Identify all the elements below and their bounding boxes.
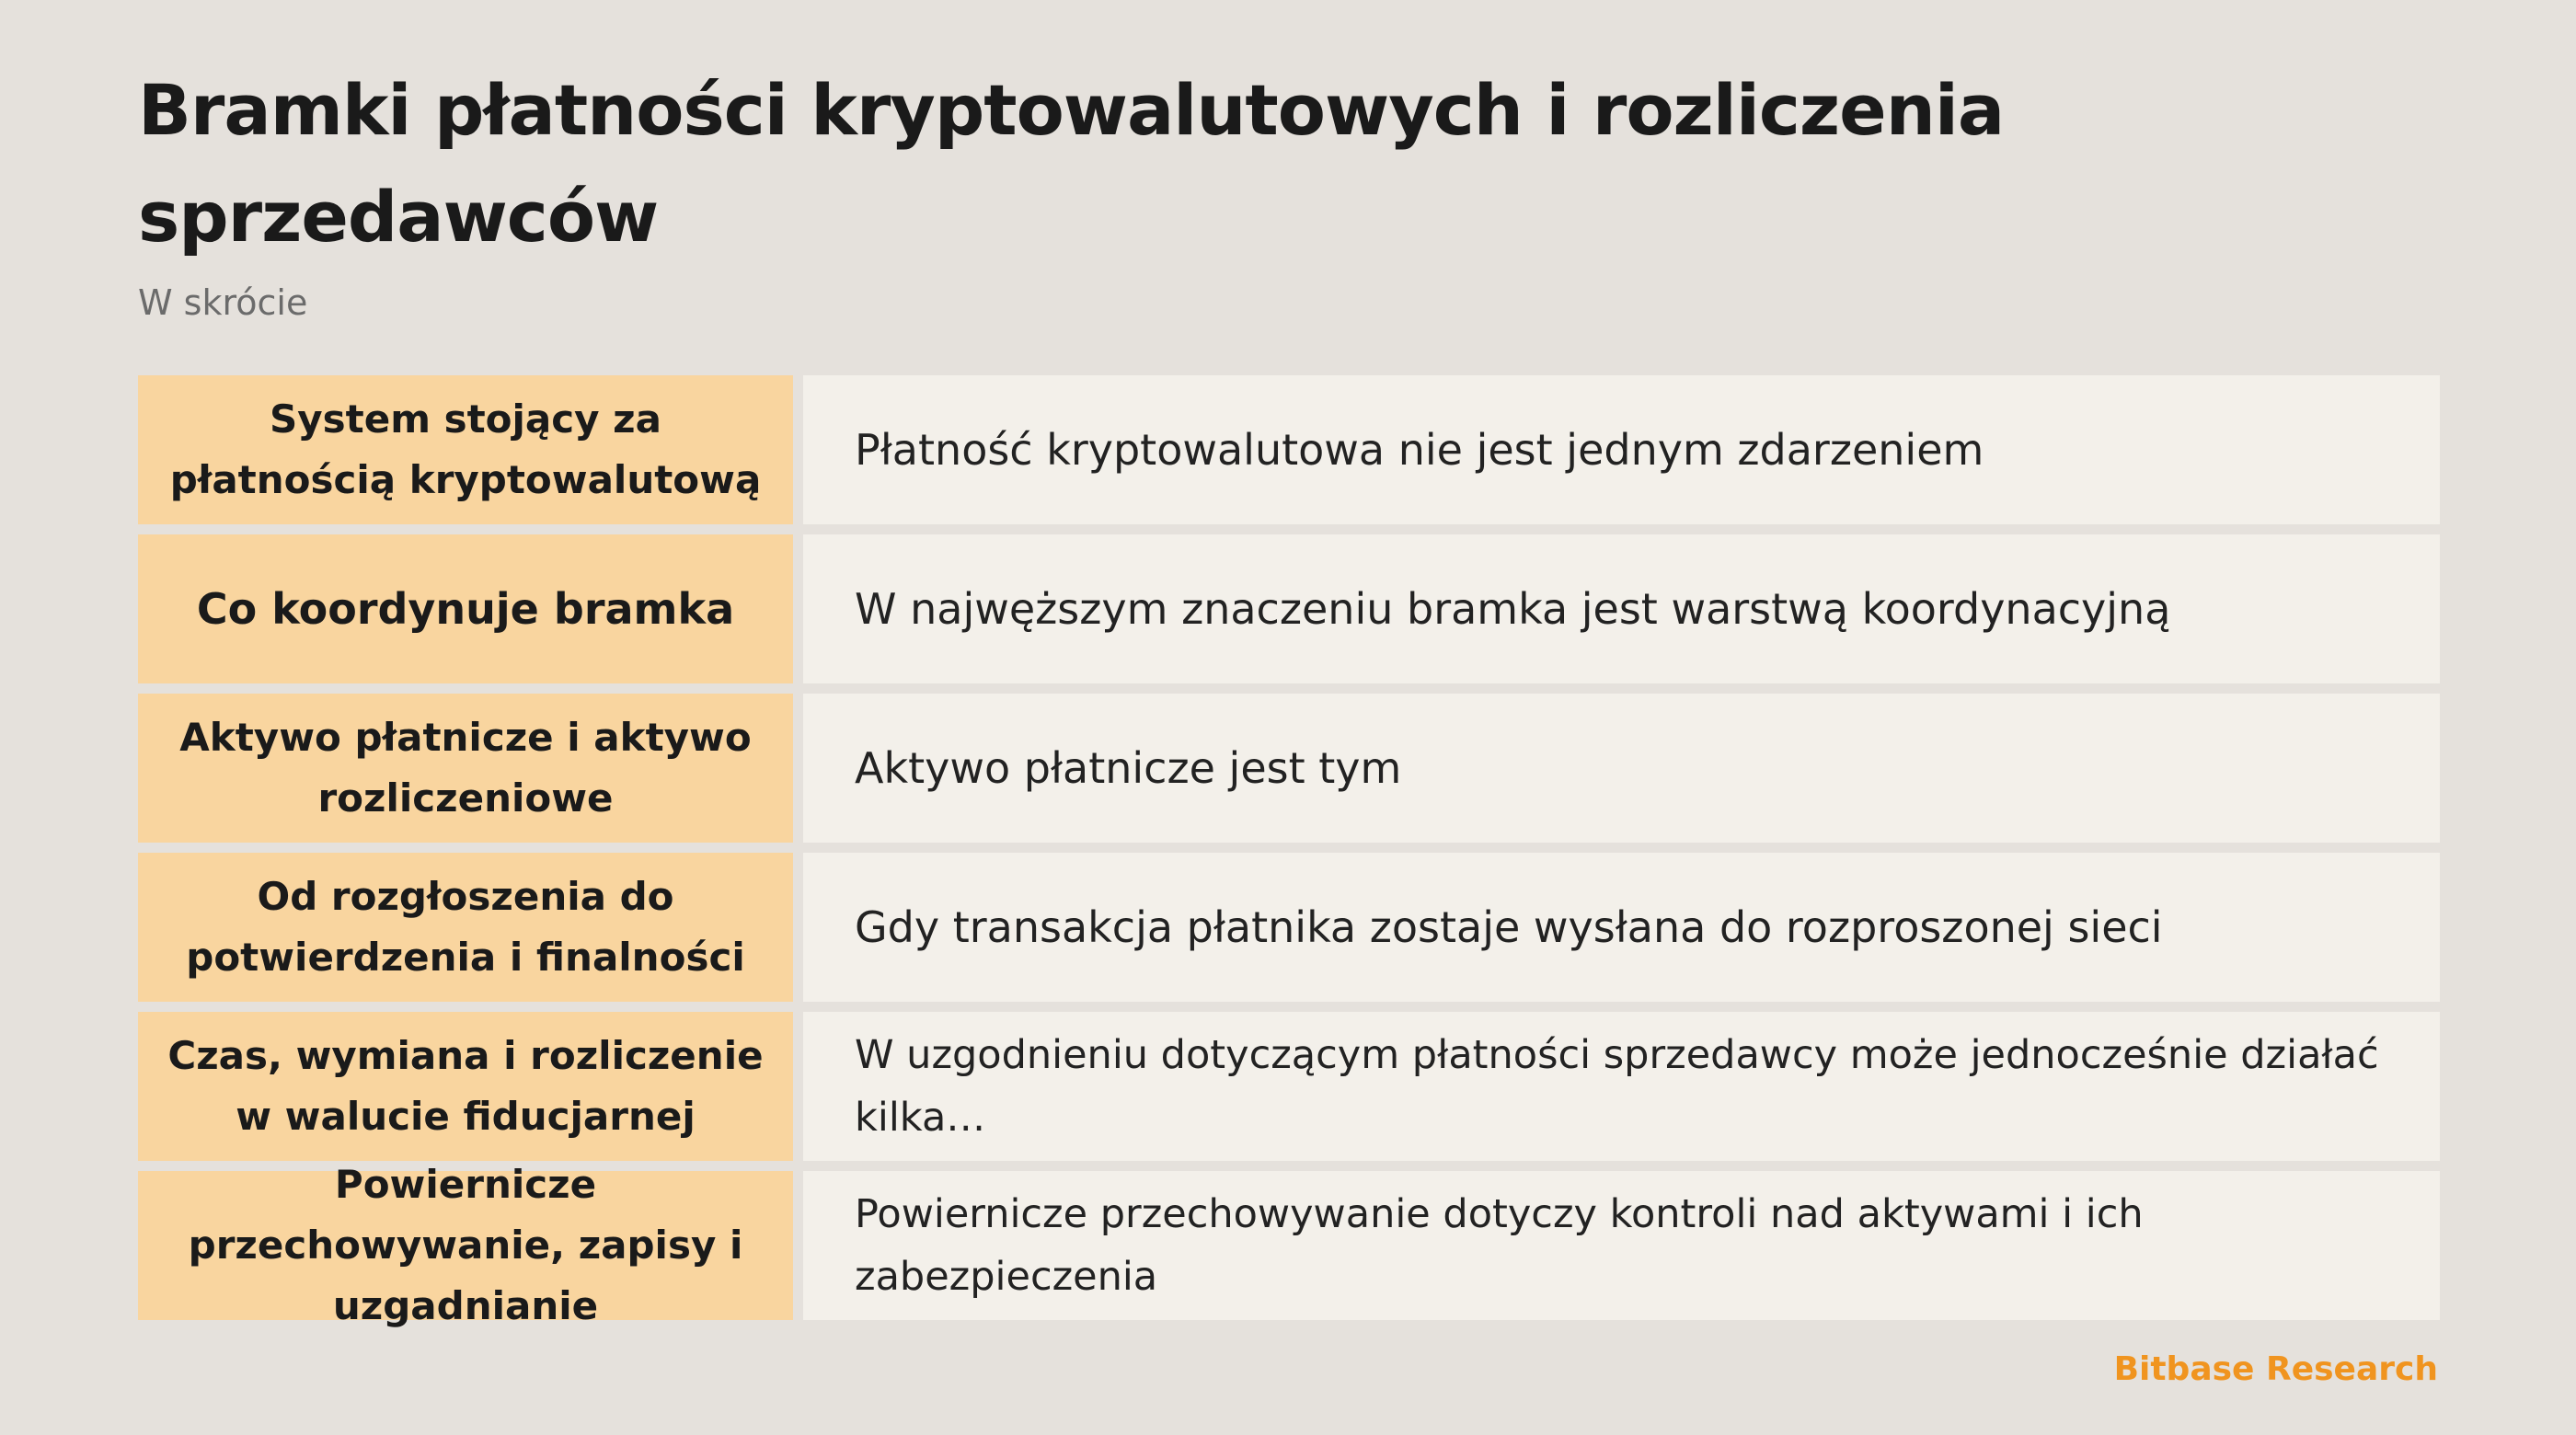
table-row — [138, 1162, 2440, 1328]
table-row — [138, 1012, 2440, 1161]
table-row — [138, 853, 2440, 1002]
row-label: Czas, wymiana i rozliczenie w walucie fiducjarnej — [138, 1012, 793, 1161]
row-text: Powiernicze przechowywanie dotyczy kontroli nad aktywami i ich zabezpieczenia — [803, 1171, 2440, 1320]
row-label: Od rozgłoszenia do potwierdzenia i finalności — [138, 853, 793, 1002]
row-text: Aktywo płatnicze jest tym — [803, 694, 2440, 843]
row-text: Płatność kryptowalutowa nie jest jednym zdarzeniem — [803, 375, 2440, 524]
brand-footer: Bitbase Research — [2113, 1350, 2438, 1388]
page-title: Bramki płatności kryptowalutowych i rozliczenia sprzedawców — [138, 69, 2005, 258]
row-text: W uzgodnieniu dotyczącym płatności sprzedawcy może jednocześnie działać kilka… — [803, 1012, 2440, 1161]
summary-table — [138, 375, 2440, 1328]
row-label: Co koordynuje bramka — [138, 534, 793, 683]
row-label: System stojący za płatnością kryptowalutową — [138, 375, 793, 524]
row-text: Gdy transakcja płatnika zostaje wysłana do rozproszonej sieci — [803, 853, 2440, 1002]
page-subtitle: W skrócie — [138, 282, 308, 323]
row-label: Powiernicze przechowywanie, zapisy i uzgadnianie — [138, 1171, 793, 1320]
row-label: Aktywo płatnicze i aktywo rozliczeniowe — [138, 694, 793, 843]
page-header — [138, 57, 2438, 326]
table-row — [138, 694, 2440, 843]
table-row — [138, 375, 2440, 524]
table-row — [138, 534, 2440, 683]
row-text: W najwęższym znaczeniu bramka jest warstwą koordynacyjną — [803, 534, 2440, 683]
